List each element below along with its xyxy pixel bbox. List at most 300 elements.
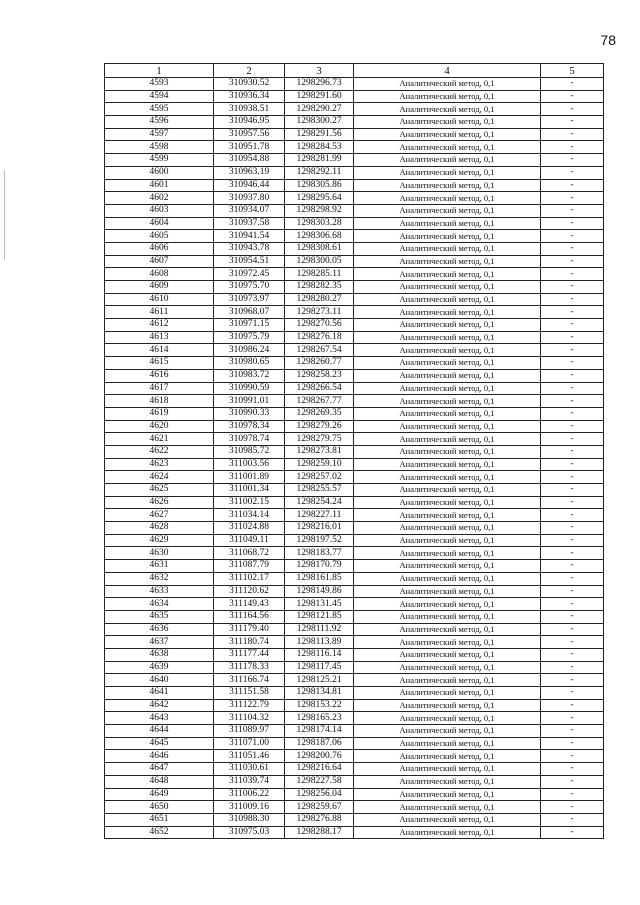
method-cell: Аналитический метод, 0,1 bbox=[354, 154, 541, 167]
header-col-2: 2 bbox=[214, 64, 285, 78]
y-coordinate-cell: 1298269.35 bbox=[285, 407, 354, 420]
y-coordinate-cell: 1298256.04 bbox=[285, 788, 354, 801]
method-cell: Аналитический метод, 0,1 bbox=[354, 826, 541, 839]
method-cell: Аналитический метод, 0,1 bbox=[354, 230, 541, 243]
point-number-cell: 4605 bbox=[105, 230, 214, 243]
y-coordinate-cell: 1298266.54 bbox=[285, 382, 354, 395]
y-coordinate-cell: 1298200.76 bbox=[285, 750, 354, 763]
table-row bbox=[105, 90, 604, 103]
table-row bbox=[105, 750, 604, 763]
method-cell: Аналитический метод, 0,1 bbox=[354, 560, 541, 573]
note-cell: - bbox=[541, 293, 604, 306]
method-cell: Аналитический метод, 0,1 bbox=[354, 166, 541, 179]
point-number-cell: 4625 bbox=[105, 484, 214, 497]
point-number-cell: 4637 bbox=[105, 636, 214, 649]
table-row bbox=[105, 636, 604, 649]
point-number-cell: 4618 bbox=[105, 395, 214, 408]
point-number-cell: 4650 bbox=[105, 801, 214, 814]
point-number-cell: 4608 bbox=[105, 268, 214, 281]
note-cell: - bbox=[541, 306, 604, 319]
y-coordinate-cell: 1298291.56 bbox=[285, 128, 354, 141]
method-cell: Аналитический метод, 0,1 bbox=[354, 648, 541, 661]
x-coordinate-cell: 311071.00 bbox=[214, 737, 285, 750]
x-coordinate-cell: 311104.32 bbox=[214, 712, 285, 725]
table-row bbox=[105, 382, 604, 395]
point-number-cell: 4596 bbox=[105, 116, 214, 129]
method-cell: Аналитический метод, 0,1 bbox=[354, 458, 541, 471]
x-coordinate-cell: 310943.78 bbox=[214, 242, 285, 255]
point-number-cell: 4630 bbox=[105, 547, 214, 560]
method-cell: Аналитический метод, 0,1 bbox=[354, 331, 541, 344]
x-coordinate-cell: 311149.43 bbox=[214, 598, 285, 611]
page-number: 78 bbox=[600, 32, 616, 48]
y-coordinate-cell: 1298305.86 bbox=[285, 179, 354, 192]
point-number-cell: 4615 bbox=[105, 357, 214, 370]
note-cell: - bbox=[541, 623, 604, 636]
method-cell: Аналитический метод, 0,1 bbox=[354, 281, 541, 294]
x-coordinate-cell: 310938.51 bbox=[214, 103, 285, 116]
table-row bbox=[105, 813, 604, 826]
y-coordinate-cell: 1298149.86 bbox=[285, 585, 354, 598]
table-row bbox=[105, 154, 604, 167]
point-number-cell: 4635 bbox=[105, 610, 214, 623]
point-number-cell: 4593 bbox=[105, 78, 214, 91]
x-coordinate-cell: 311039.74 bbox=[214, 775, 285, 788]
point-number-cell: 4621 bbox=[105, 433, 214, 446]
method-cell: Аналитический метод, 0,1 bbox=[354, 420, 541, 433]
point-number-cell: 4628 bbox=[105, 522, 214, 535]
note-cell: - bbox=[541, 636, 604, 649]
note-cell: - bbox=[541, 78, 604, 91]
table-row bbox=[105, 725, 604, 738]
table-row bbox=[105, 534, 604, 547]
method-cell: Аналитический метод, 0,1 bbox=[354, 534, 541, 547]
table-row bbox=[105, 128, 604, 141]
method-cell: Аналитический метод, 0,1 bbox=[354, 572, 541, 585]
method-cell: Аналитический метод, 0,1 bbox=[354, 674, 541, 687]
note-cell: - bbox=[541, 560, 604, 573]
x-coordinate-cell: 311166.74 bbox=[214, 674, 285, 687]
x-coordinate-cell: 310954.51 bbox=[214, 255, 285, 268]
x-coordinate-cell: 310990.33 bbox=[214, 407, 285, 420]
y-coordinate-cell: 1298116.14 bbox=[285, 648, 354, 661]
method-cell: Аналитический метод, 0,1 bbox=[354, 699, 541, 712]
table-row bbox=[105, 103, 604, 116]
x-coordinate-cell: 311024.88 bbox=[214, 522, 285, 535]
point-number-cell: 4606 bbox=[105, 242, 214, 255]
method-cell: Аналитический метод, 0,1 bbox=[354, 407, 541, 420]
table-row bbox=[105, 775, 604, 788]
note-cell: - bbox=[541, 648, 604, 661]
y-coordinate-cell: 1298308.61 bbox=[285, 242, 354, 255]
table-row bbox=[105, 242, 604, 255]
table-row bbox=[105, 788, 604, 801]
note-cell: - bbox=[541, 407, 604, 420]
method-cell: Аналитический метод, 0,1 bbox=[354, 293, 541, 306]
y-coordinate-cell: 1298296.73 bbox=[285, 78, 354, 91]
x-coordinate-cell: 310991.01 bbox=[214, 395, 285, 408]
point-number-cell: 4634 bbox=[105, 598, 214, 611]
y-coordinate-cell: 1298174.14 bbox=[285, 725, 354, 738]
table-row bbox=[105, 598, 604, 611]
y-coordinate-cell: 1298131.45 bbox=[285, 598, 354, 611]
point-number-cell: 4640 bbox=[105, 674, 214, 687]
x-coordinate-cell: 311120.62 bbox=[214, 585, 285, 598]
point-number-cell: 4626 bbox=[105, 496, 214, 509]
method-cell: Аналитический метод, 0,1 bbox=[354, 433, 541, 446]
note-cell: - bbox=[541, 331, 604, 344]
note-cell: - bbox=[541, 471, 604, 484]
note-cell: - bbox=[541, 788, 604, 801]
note-cell: - bbox=[541, 255, 604, 268]
point-number-cell: 4629 bbox=[105, 534, 214, 547]
table-row bbox=[105, 407, 604, 420]
point-number-cell: 4597 bbox=[105, 128, 214, 141]
point-number-cell: 4638 bbox=[105, 648, 214, 661]
table-row bbox=[105, 319, 604, 332]
note-cell: - bbox=[541, 725, 604, 738]
x-coordinate-cell: 310975.03 bbox=[214, 826, 285, 839]
y-coordinate-cell: 1298303.28 bbox=[285, 217, 354, 230]
x-coordinate-cell: 311006.22 bbox=[214, 788, 285, 801]
note-cell: - bbox=[541, 458, 604, 471]
note-cell: - bbox=[541, 319, 604, 332]
note-cell: - bbox=[541, 712, 604, 725]
note-cell: - bbox=[541, 699, 604, 712]
x-coordinate-cell: 310934.07 bbox=[214, 204, 285, 217]
table-row bbox=[105, 357, 604, 370]
method-cell: Аналитический метод, 0,1 bbox=[354, 813, 541, 826]
y-coordinate-cell: 1298258.23 bbox=[285, 369, 354, 382]
method-cell: Аналитический метод, 0,1 bbox=[354, 547, 541, 560]
x-coordinate-cell: 311009.16 bbox=[214, 801, 285, 814]
header-col-1: 1 bbox=[105, 64, 214, 78]
y-coordinate-cell: 1298282.35 bbox=[285, 281, 354, 294]
x-coordinate-cell: 311068.72 bbox=[214, 547, 285, 560]
y-coordinate-cell: 1298306.68 bbox=[285, 230, 354, 243]
method-cell: Аналитический метод, 0,1 bbox=[354, 484, 541, 497]
method-cell: Аналитический метод, 0,1 bbox=[354, 90, 541, 103]
table-row bbox=[105, 281, 604, 294]
method-cell: Аналитический метод, 0,1 bbox=[354, 496, 541, 509]
note-cell: - bbox=[541, 154, 604, 167]
note-cell: - bbox=[541, 268, 604, 281]
y-coordinate-cell: 1298290.27 bbox=[285, 103, 354, 116]
note-cell: - bbox=[541, 230, 604, 243]
point-number-cell: 4607 bbox=[105, 255, 214, 268]
method-cell: Аналитический метод, 0,1 bbox=[354, 268, 541, 281]
y-coordinate-cell: 1298279.75 bbox=[285, 433, 354, 446]
point-number-cell: 4616 bbox=[105, 369, 214, 382]
point-number-cell: 4649 bbox=[105, 788, 214, 801]
point-number-cell: 4594 bbox=[105, 90, 214, 103]
x-coordinate-cell: 310968.07 bbox=[214, 306, 285, 319]
method-cell: Аналитический метод, 0,1 bbox=[354, 319, 541, 332]
note-cell: - bbox=[541, 141, 604, 154]
y-coordinate-cell: 1298298.92 bbox=[285, 204, 354, 217]
y-coordinate-cell: 1298197.52 bbox=[285, 534, 354, 547]
method-cell: Аналитический метод, 0,1 bbox=[354, 471, 541, 484]
note-cell: - bbox=[541, 484, 604, 497]
point-number-cell: 4595 bbox=[105, 103, 214, 116]
table-row bbox=[105, 369, 604, 382]
method-cell: Аналитический метод, 0,1 bbox=[354, 687, 541, 700]
note-cell: - bbox=[541, 382, 604, 395]
table-row bbox=[105, 496, 604, 509]
note-cell: - bbox=[541, 585, 604, 598]
x-coordinate-cell: 310986.24 bbox=[214, 344, 285, 357]
table-row bbox=[105, 661, 604, 674]
y-coordinate-cell: 1298117.45 bbox=[285, 661, 354, 674]
x-coordinate-cell: 310937.80 bbox=[214, 192, 285, 205]
x-coordinate-cell: 311179.40 bbox=[214, 623, 285, 636]
point-number-cell: 4619 bbox=[105, 407, 214, 420]
x-coordinate-cell: 310954.88 bbox=[214, 154, 285, 167]
note-cell: - bbox=[541, 534, 604, 547]
y-coordinate-cell: 1298170.79 bbox=[285, 560, 354, 573]
x-coordinate-cell: 310972.45 bbox=[214, 268, 285, 281]
y-coordinate-cell: 1298216.64 bbox=[285, 763, 354, 776]
point-number-cell: 4602 bbox=[105, 192, 214, 205]
y-coordinate-cell: 1298280.27 bbox=[285, 293, 354, 306]
method-cell: Аналитический метод, 0,1 bbox=[354, 712, 541, 725]
note-cell: - bbox=[541, 496, 604, 509]
note-cell: - bbox=[541, 813, 604, 826]
point-number-cell: 4647 bbox=[105, 763, 214, 776]
y-coordinate-cell: 1298276.88 bbox=[285, 813, 354, 826]
x-coordinate-cell: 311087.79 bbox=[214, 560, 285, 573]
point-number-cell: 4612 bbox=[105, 319, 214, 332]
method-cell: Аналитический метод, 0,1 bbox=[354, 306, 541, 319]
header-col-5: 5 bbox=[541, 64, 604, 78]
point-number-cell: 4633 bbox=[105, 585, 214, 598]
note-cell: - bbox=[541, 204, 604, 217]
table-row bbox=[105, 585, 604, 598]
method-cell: Аналитический метод, 0,1 bbox=[354, 395, 541, 408]
method-cell: Аналитический метод, 0,1 bbox=[354, 445, 541, 458]
x-coordinate-cell: 311164.56 bbox=[214, 610, 285, 623]
x-coordinate-cell: 310980.65 bbox=[214, 357, 285, 370]
table-row bbox=[105, 687, 604, 700]
point-number-cell: 4651 bbox=[105, 813, 214, 826]
table-row bbox=[105, 610, 604, 623]
table-row bbox=[105, 293, 604, 306]
y-coordinate-cell: 1298255.57 bbox=[285, 484, 354, 497]
note-cell: - bbox=[541, 610, 604, 623]
note-cell: - bbox=[541, 166, 604, 179]
y-coordinate-cell: 1298273.81 bbox=[285, 445, 354, 458]
y-coordinate-cell: 1298267.54 bbox=[285, 344, 354, 357]
x-coordinate-cell: 311002.15 bbox=[214, 496, 285, 509]
method-cell: Аналитический метод, 0,1 bbox=[354, 192, 541, 205]
y-coordinate-cell: 1298300.27 bbox=[285, 116, 354, 129]
y-coordinate-cell: 1298288.17 bbox=[285, 826, 354, 839]
table-row bbox=[105, 204, 604, 217]
x-coordinate-cell: 311001.89 bbox=[214, 471, 285, 484]
method-cell: Аналитический метод, 0,1 bbox=[354, 636, 541, 649]
y-coordinate-cell: 1298300.05 bbox=[285, 255, 354, 268]
point-number-cell: 4627 bbox=[105, 509, 214, 522]
method-cell: Аналитический метод, 0,1 bbox=[354, 344, 541, 357]
note-cell: - bbox=[541, 420, 604, 433]
point-number-cell: 4614 bbox=[105, 344, 214, 357]
point-number-cell: 4636 bbox=[105, 623, 214, 636]
point-number-cell: 4617 bbox=[105, 382, 214, 395]
x-coordinate-cell: 311089.97 bbox=[214, 725, 285, 738]
point-number-cell: 4604 bbox=[105, 217, 214, 230]
point-number-cell: 4644 bbox=[105, 725, 214, 738]
y-coordinate-cell: 1298111.92 bbox=[285, 623, 354, 636]
header-col-4: 4 bbox=[354, 64, 541, 78]
point-number-cell: 4598 bbox=[105, 141, 214, 154]
method-cell: Аналитический метод, 0,1 bbox=[354, 763, 541, 776]
point-number-cell: 4603 bbox=[105, 204, 214, 217]
table-row bbox=[105, 484, 604, 497]
method-cell: Аналитический метод, 0,1 bbox=[354, 661, 541, 674]
table-row bbox=[105, 331, 604, 344]
table-row bbox=[105, 458, 604, 471]
point-number-cell: 4599 bbox=[105, 154, 214, 167]
y-coordinate-cell: 1298260.77 bbox=[285, 357, 354, 370]
note-cell: - bbox=[541, 687, 604, 700]
point-number-cell: 4645 bbox=[105, 737, 214, 750]
x-coordinate-cell: 310941.54 bbox=[214, 230, 285, 243]
table-row bbox=[105, 217, 604, 230]
method-cell: Аналитический метод, 0,1 bbox=[354, 242, 541, 255]
point-number-cell: 4613 bbox=[105, 331, 214, 344]
point-number-cell: 4620 bbox=[105, 420, 214, 433]
y-coordinate-cell: 1298227.11 bbox=[285, 509, 354, 522]
table-row bbox=[105, 522, 604, 535]
table-row bbox=[105, 192, 604, 205]
note-cell: - bbox=[541, 750, 604, 763]
x-coordinate-cell: 310963.19 bbox=[214, 166, 285, 179]
method-cell: Аналитический метод, 0,1 bbox=[354, 801, 541, 814]
method-cell: Аналитический метод, 0,1 bbox=[354, 585, 541, 598]
y-coordinate-cell: 1298273.11 bbox=[285, 306, 354, 319]
x-coordinate-cell: 310946.95 bbox=[214, 116, 285, 129]
method-cell: Аналитический метод, 0,1 bbox=[354, 509, 541, 522]
point-number-cell: 4642 bbox=[105, 699, 214, 712]
table-row bbox=[105, 116, 604, 129]
coordinates-table-container bbox=[104, 63, 603, 839]
y-coordinate-cell: 1298165.23 bbox=[285, 712, 354, 725]
x-coordinate-cell: 310946.44 bbox=[214, 179, 285, 192]
method-cell: Аналитический метод, 0,1 bbox=[354, 382, 541, 395]
point-number-cell: 4648 bbox=[105, 775, 214, 788]
method-cell: Аналитический метод, 0,1 bbox=[354, 141, 541, 154]
table-row bbox=[105, 547, 604, 560]
note-cell: - bbox=[541, 179, 604, 192]
x-coordinate-cell: 311122.79 bbox=[214, 699, 285, 712]
y-coordinate-cell: 1298292.11 bbox=[285, 166, 354, 179]
x-coordinate-cell: 311030.61 bbox=[214, 763, 285, 776]
note-cell: - bbox=[541, 445, 604, 458]
table-row bbox=[105, 141, 604, 154]
x-coordinate-cell: 311001.34 bbox=[214, 484, 285, 497]
table-header-row bbox=[105, 64, 604, 78]
method-cell: Аналитический метод, 0,1 bbox=[354, 78, 541, 91]
y-coordinate-cell: 1298153.22 bbox=[285, 699, 354, 712]
binding-edge-mark bbox=[4, 170, 5, 260]
note-cell: - bbox=[541, 737, 604, 750]
note-cell: - bbox=[541, 763, 604, 776]
method-cell: Аналитический метод, 0,1 bbox=[354, 737, 541, 750]
table-row bbox=[105, 445, 604, 458]
y-coordinate-cell: 1298285.11 bbox=[285, 268, 354, 281]
table-row bbox=[105, 801, 604, 814]
table-row bbox=[105, 433, 604, 446]
point-number-cell: 4600 bbox=[105, 166, 214, 179]
x-coordinate-cell: 310978.34 bbox=[214, 420, 285, 433]
method-cell: Аналитический метод, 0,1 bbox=[354, 369, 541, 382]
note-cell: - bbox=[541, 116, 604, 129]
method-cell: Аналитический метод, 0,1 bbox=[354, 116, 541, 129]
x-coordinate-cell: 310971.15 bbox=[214, 319, 285, 332]
table-row bbox=[105, 826, 604, 839]
y-coordinate-cell: 1298257.02 bbox=[285, 471, 354, 484]
point-number-cell: 4646 bbox=[105, 750, 214, 763]
y-coordinate-cell: 1298295.64 bbox=[285, 192, 354, 205]
y-coordinate-cell: 1298125.21 bbox=[285, 674, 354, 687]
method-cell: Аналитический метод, 0,1 bbox=[354, 750, 541, 763]
table-row bbox=[105, 509, 604, 522]
x-coordinate-cell: 310957.56 bbox=[214, 128, 285, 141]
x-coordinate-cell: 310930.52 bbox=[214, 78, 285, 91]
y-coordinate-cell: 1298183.77 bbox=[285, 547, 354, 560]
method-cell: Аналитический метод, 0,1 bbox=[354, 255, 541, 268]
method-cell: Аналитический метод, 0,1 bbox=[354, 623, 541, 636]
table-row bbox=[105, 674, 604, 687]
x-coordinate-cell: 311034.14 bbox=[214, 509, 285, 522]
note-cell: - bbox=[541, 433, 604, 446]
note-cell: - bbox=[541, 572, 604, 585]
table-row bbox=[105, 712, 604, 725]
table-row bbox=[105, 737, 604, 750]
point-number-cell: 4622 bbox=[105, 445, 214, 458]
note-cell: - bbox=[541, 242, 604, 255]
x-coordinate-cell: 311180.74 bbox=[214, 636, 285, 649]
note-cell: - bbox=[541, 369, 604, 382]
header-col-3: 3 bbox=[285, 64, 354, 78]
point-number-cell: 4639 bbox=[105, 661, 214, 674]
method-cell: Аналитический метод, 0,1 bbox=[354, 179, 541, 192]
table-row bbox=[105, 420, 604, 433]
method-cell: Аналитический метод, 0,1 bbox=[354, 610, 541, 623]
point-number-cell: 4632 bbox=[105, 572, 214, 585]
note-cell: - bbox=[541, 547, 604, 560]
x-coordinate-cell: 310990.59 bbox=[214, 382, 285, 395]
x-coordinate-cell: 310973.97 bbox=[214, 293, 285, 306]
note-cell: - bbox=[541, 357, 604, 370]
y-coordinate-cell: 1298161.85 bbox=[285, 572, 354, 585]
y-coordinate-cell: 1298254.24 bbox=[285, 496, 354, 509]
table-row bbox=[105, 648, 604, 661]
point-number-cell: 4609 bbox=[105, 281, 214, 294]
note-cell: - bbox=[541, 395, 604, 408]
y-coordinate-cell: 1298113.89 bbox=[285, 636, 354, 649]
point-number-cell: 4624 bbox=[105, 471, 214, 484]
table-row bbox=[105, 230, 604, 243]
y-coordinate-cell: 1298276.18 bbox=[285, 331, 354, 344]
note-cell: - bbox=[541, 826, 604, 839]
method-cell: Аналитический метод, 0,1 bbox=[354, 775, 541, 788]
point-number-cell: 4611 bbox=[105, 306, 214, 319]
table-row bbox=[105, 344, 604, 357]
point-number-cell: 4652 bbox=[105, 826, 214, 839]
method-cell: Аналитический метод, 0,1 bbox=[354, 128, 541, 141]
note-cell: - bbox=[541, 217, 604, 230]
